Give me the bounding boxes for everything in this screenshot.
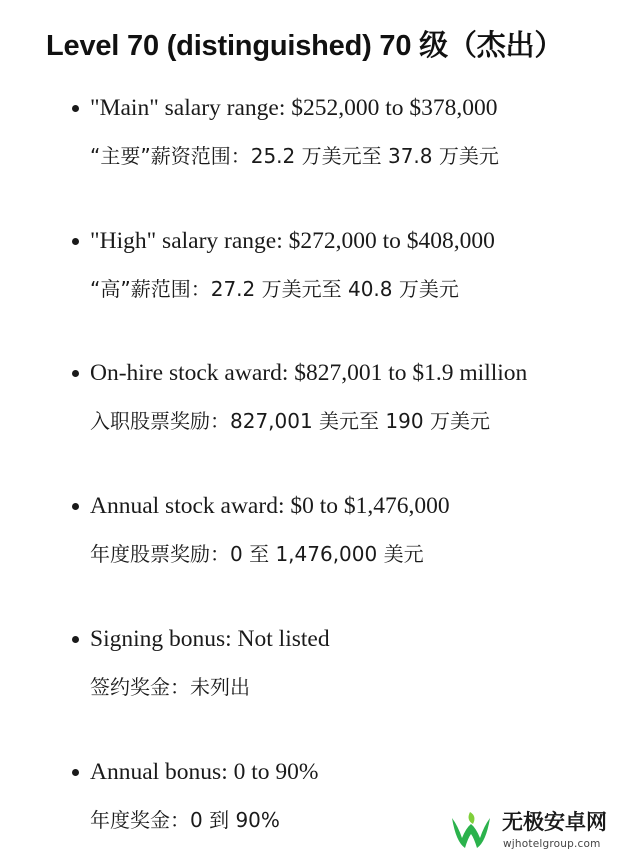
bullet-icon — [72, 503, 79, 510]
bullet-icon — [72, 636, 79, 643]
item-english-text: Annual bonus: 0 to 90% — [90, 759, 319, 785]
item-chinese-text: 年度奖金：0 到 90% — [90, 808, 280, 832]
watermark-url: wjhotelgroup.com — [503, 838, 601, 850]
watermark-title: 无极安卓网 — [502, 810, 607, 834]
site-watermark — [446, 806, 632, 858]
w-leaf-logo-icon — [446, 808, 496, 856]
item-english-text: Signing bonus: Not listed — [90, 626, 330, 652]
bullet-icon — [72, 769, 79, 776]
item-chinese-text: 年度股票奖励：0 至 1,476,000 美元 — [90, 542, 424, 566]
bullet-icon — [72, 370, 79, 377]
bullet-icon — [72, 105, 79, 112]
item-english-text: Annual stock award: $0 to $1,476,000 — [90, 493, 450, 519]
item-chinese-text: 签约奖金：未列出 — [90, 675, 250, 699]
bullet-icon — [72, 238, 79, 245]
page-heading: Level 70 (distinguished) 70 级（杰出） — [46, 30, 564, 62]
item-chinese-text: “高”薪范围：27.2 万美元至 40.8 万美元 — [90, 277, 459, 301]
item-english-text: On-hire stock award: $827,001 to $1.9 million — [90, 360, 528, 386]
item-english-text: "Main" salary range: $252,000 to $378,000 — [90, 95, 498, 121]
item-chinese-text: “主要”薪资范围：25.2 万美元至 37.8 万美元 — [90, 144, 499, 168]
item-english-text: "High" salary range: $272,000 to $408,000 — [90, 228, 495, 254]
item-chinese-text: 入职股票奖励：827,001 美元至 190 万美元 — [90, 409, 490, 433]
